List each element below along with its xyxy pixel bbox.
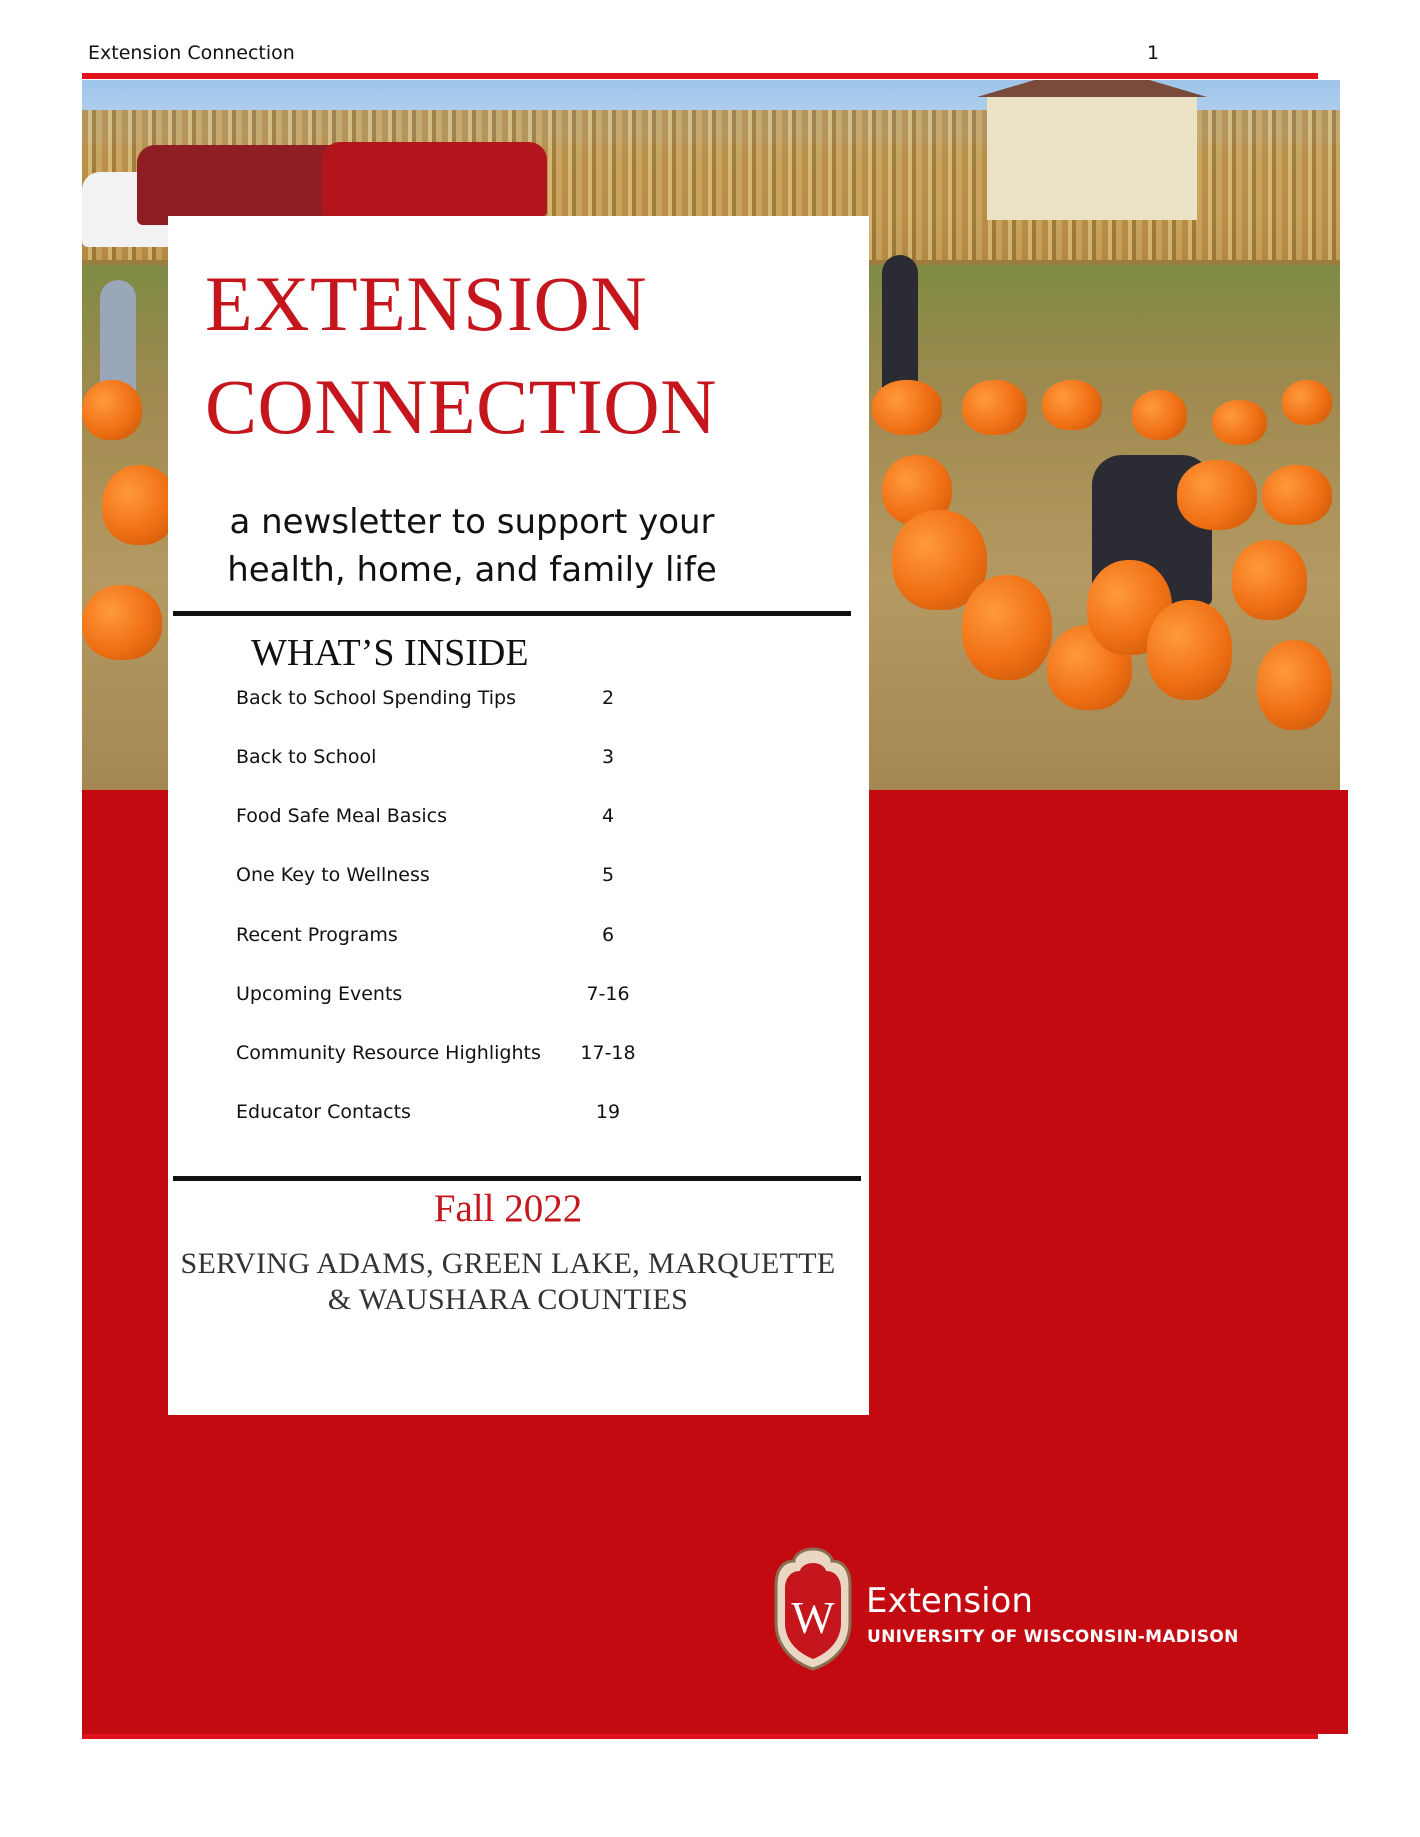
bottom-rule xyxy=(82,1734,1318,1739)
toc-item-label: Recent Programs xyxy=(236,924,398,946)
cover-card xyxy=(168,216,869,1415)
pumpkin xyxy=(1257,640,1332,730)
uw-crest-icon xyxy=(770,1545,856,1671)
whats-inside-heading: WHAT’S INSIDE xyxy=(251,632,529,674)
toc-item-label: Back to School xyxy=(236,746,377,768)
serving-line2: & WAUSHARA COUNTIES xyxy=(327,1283,689,1316)
tagline-line2: health, home, and family life xyxy=(227,550,717,590)
toc-item[interactable] xyxy=(168,975,869,1015)
toc-item-page: 4 xyxy=(601,805,615,827)
pumpkin xyxy=(102,465,177,545)
toc-item-label: Food Safe Meal Basics xyxy=(236,805,447,827)
person-standing xyxy=(882,255,918,395)
pumpkin xyxy=(872,380,942,435)
pumpkin xyxy=(1132,390,1187,440)
toc-item-page: 2 xyxy=(601,687,615,709)
toc-item[interactable] xyxy=(168,738,869,778)
page-number: 1 xyxy=(1147,42,1160,64)
toc-item[interactable] xyxy=(168,856,869,896)
pumpkin xyxy=(962,380,1027,435)
issue-season: Fall 2022 xyxy=(433,1187,583,1230)
tagline xyxy=(168,498,776,594)
farmhouse xyxy=(987,95,1197,220)
parked-truck-red xyxy=(322,142,547,217)
crest-letter: W xyxy=(791,1592,835,1643)
top-rule xyxy=(82,73,1318,79)
toc-item[interactable] xyxy=(168,797,869,837)
toc-item-label: Back to School Spending Tips xyxy=(236,687,516,709)
serving-line1: SERVING ADAMS, GREEN LAKE, MARQUETTE xyxy=(180,1247,836,1280)
logo-name: Extension xyxy=(866,1581,1033,1621)
pumpkin xyxy=(1212,400,1267,445)
pumpkin xyxy=(1177,460,1257,530)
running-header xyxy=(88,42,1168,68)
tagline-line1: a newsletter to support your xyxy=(229,502,715,542)
toc-item-page: 7-16 xyxy=(586,983,630,1005)
toc-item-label: Community Resource Highlights xyxy=(236,1042,541,1064)
running-header-title: Extension Connection xyxy=(88,42,295,64)
parked-car-maroon xyxy=(137,145,352,225)
toc-item-label: One Key to Wellness xyxy=(236,864,430,886)
pumpkin xyxy=(1232,540,1307,620)
toc-item-page: 3 xyxy=(601,746,615,768)
pumpkin xyxy=(1147,600,1232,700)
pumpkin xyxy=(962,575,1052,680)
newsletter-title-line2: CONNECTION xyxy=(205,363,717,450)
serving-counties xyxy=(168,1246,848,1318)
toc-item[interactable] xyxy=(168,1034,869,1074)
pumpkin xyxy=(1042,380,1102,430)
newsletter-title xyxy=(205,252,717,458)
newsletter-title-line1: EXTENSION xyxy=(205,260,648,347)
divider-rule xyxy=(173,1176,861,1181)
toc-item-page: 5 xyxy=(601,864,615,886)
toc-item-page: 19 xyxy=(595,1101,621,1123)
toc-item[interactable] xyxy=(168,916,869,956)
toc-item-page: 6 xyxy=(601,924,615,946)
pumpkin xyxy=(1282,380,1332,425)
toc-item-page: 17-18 xyxy=(580,1042,636,1064)
uw-extension-logo xyxy=(770,1545,1250,1685)
divider-rule xyxy=(173,611,851,616)
toc-item-label: Upcoming Events xyxy=(236,983,403,1005)
toc-item-label: Educator Contacts xyxy=(236,1101,411,1123)
pumpkin xyxy=(82,380,142,440)
logo-subtitle: UNIVERSITY OF WISCONSIN-MADISON xyxy=(867,1627,1239,1647)
toc-item[interactable] xyxy=(168,1093,869,1133)
pumpkin xyxy=(82,585,162,660)
toc-item[interactable] xyxy=(168,679,869,719)
pumpkin xyxy=(1262,465,1332,525)
